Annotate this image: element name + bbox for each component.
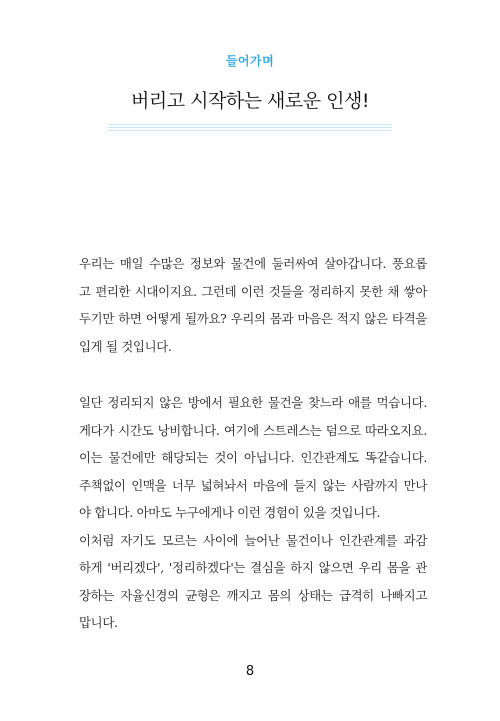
paragraph-2 — [79, 389, 427, 637]
chapter-label: 들어가며 — [225, 54, 275, 68]
text-line: 야 합니다. 아마도 누구에게나 이런 경험이 있을 것입니다. — [79, 505, 381, 520]
divider-line — [108, 124, 392, 125]
page-number: 8 — [245, 664, 255, 679]
text-line: 장하는 자율신경의 균형은 깨지고 몸의 상태는 급격히 나빠지고 — [79, 587, 427, 603]
text-line: 주책없이 인맥을 너무 넓혀놔서 마음에 들지 않는 사람까지 만나 — [79, 477, 427, 493]
divider-line — [108, 127, 392, 128]
text-line: 이는 물건에만 해당되는 것이 아닙니다. 인간관계도 똑같습니다. — [79, 450, 427, 465]
text-line: 일단 정리되지 않은 방에서 필요한 물건을 찾느라 애를 먹습니다. — [79, 395, 427, 410]
title-divider — [108, 124, 392, 131]
text-line: 이처럼 자기도 모르는 사이에 늘어난 물건이나 인간관계를 과감 — [79, 532, 427, 548]
text-line: 하게 '버리겠다', '정리하겠다'는 결심을 하지 않으면 우리 몸을 관 — [79, 560, 427, 575]
divider-line — [108, 130, 392, 131]
text-line: 우리는 매일 수많은 정보와 물건에 둘러싸여 살아갑니다. 풍요롭 — [79, 256, 427, 271]
page-title: 버리고 시작하는 새로운 인생! — [131, 90, 369, 112]
text-line: 두기만 하면 어떻게 될까요? 우리의 몸과 마음은 적지 않은 타격을 — [79, 311, 427, 326]
paragraph-1 — [79, 250, 427, 360]
text-line: 게다가 시간도 낭비합니다. 여기에 스트레스는 덤으로 따라오지요. — [79, 422, 427, 438]
text-line: 고 편리한 시대이지요. 그런데 이런 것들을 정리하지 못한 채 쌓아 — [79, 283, 427, 299]
text-line: 입게 될 것입니다. — [79, 338, 172, 354]
text-line: 맙니다. — [79, 615, 118, 630]
